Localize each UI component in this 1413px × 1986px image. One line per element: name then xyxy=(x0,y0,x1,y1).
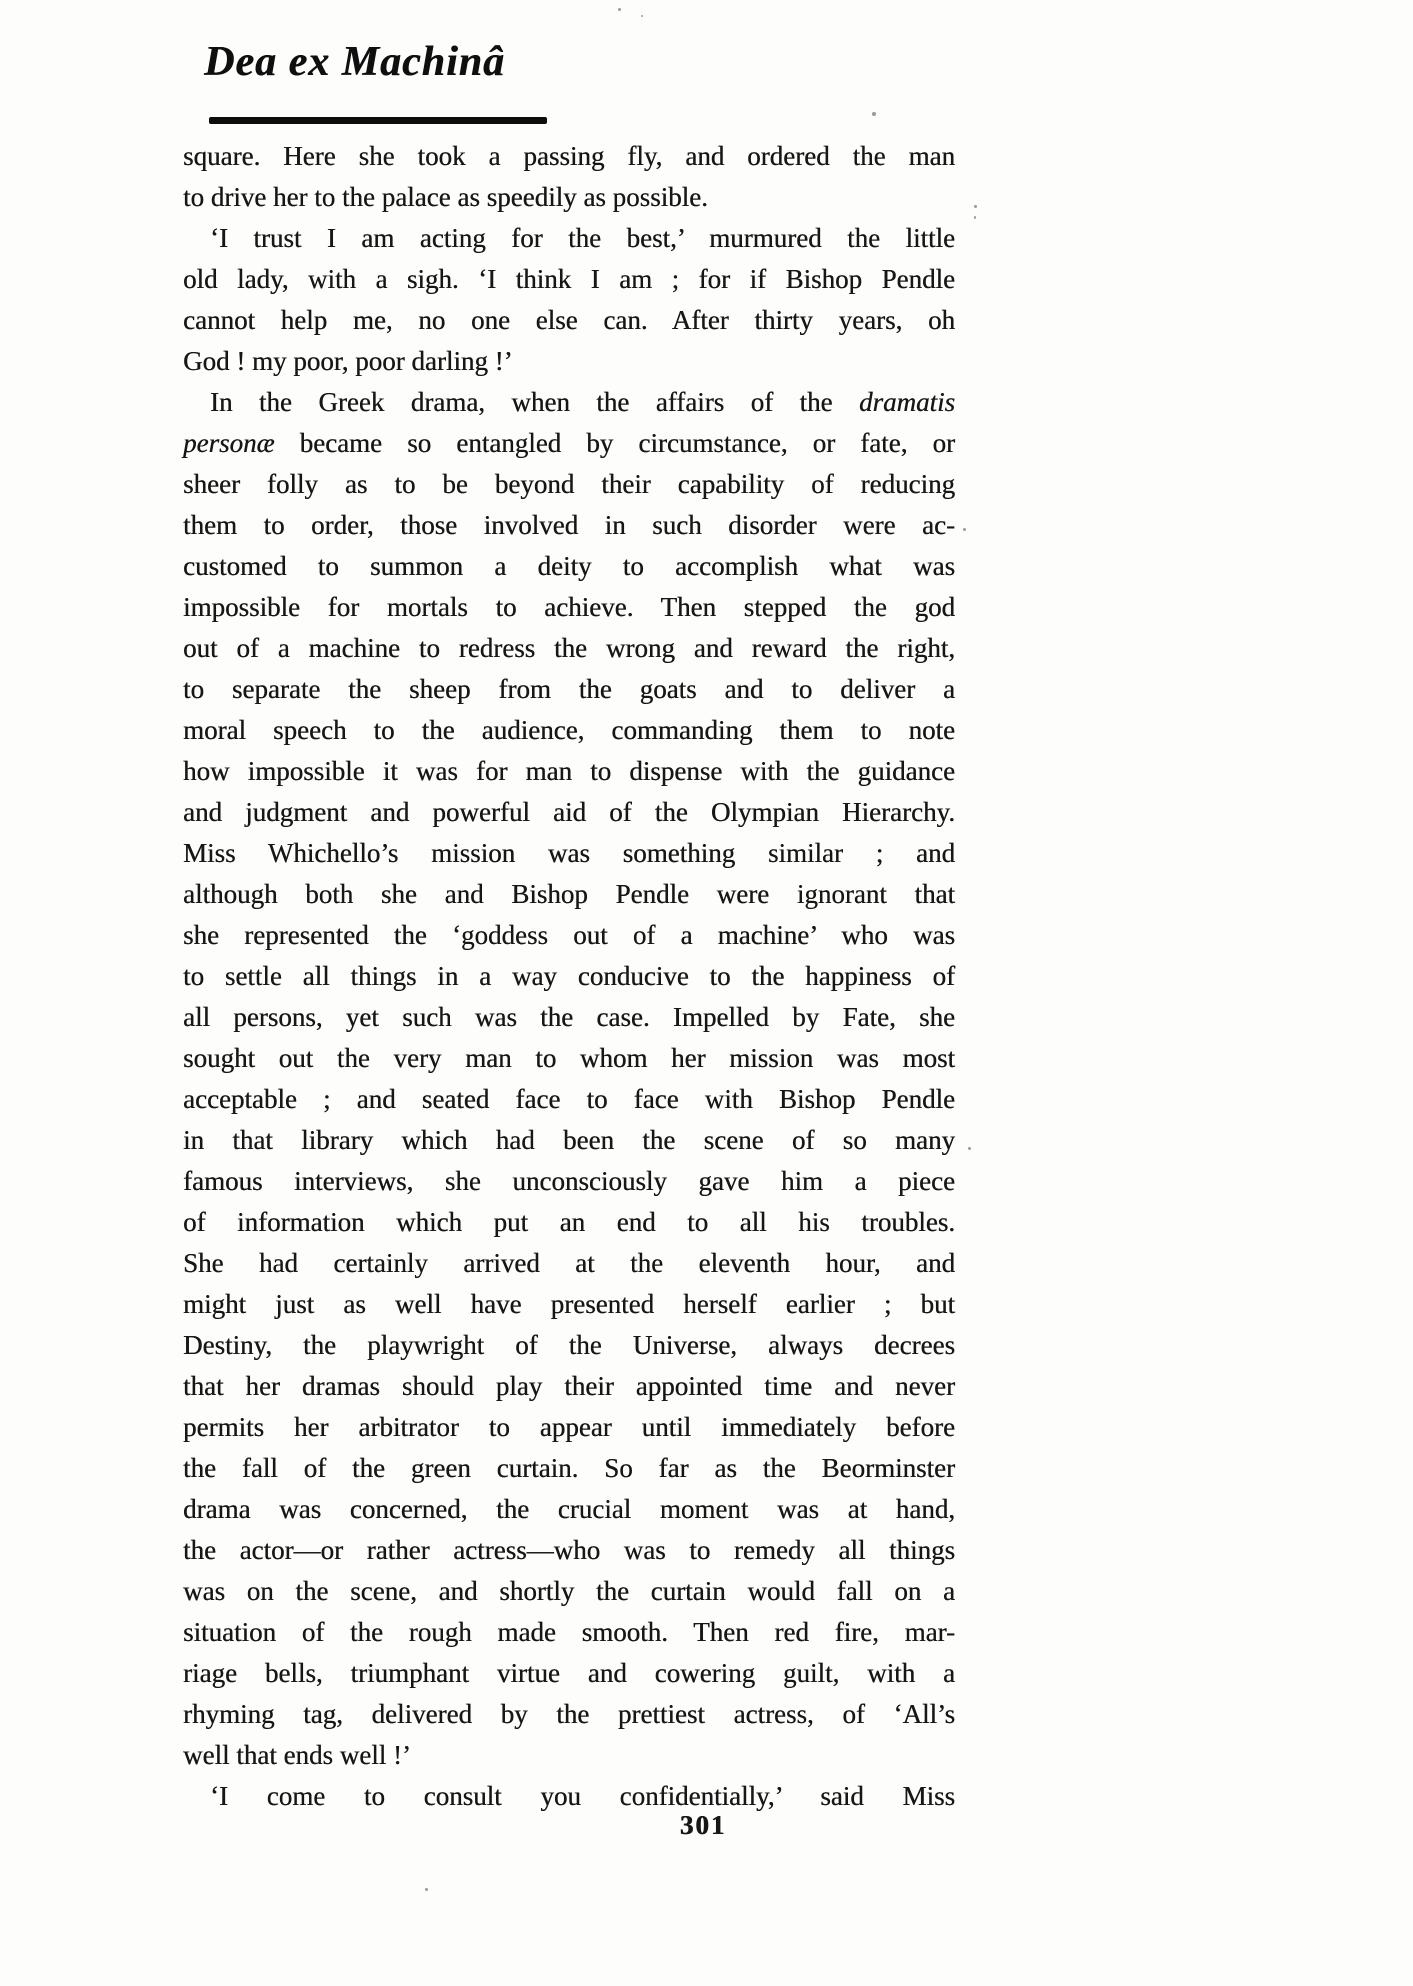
body-text: customed to summon a deity to accomplish what was xyxy=(183,551,955,581)
text-line xyxy=(183,1653,955,1694)
text-line xyxy=(183,546,955,587)
body-text: riage bells, triumphant virtue and cowering guilt, with a xyxy=(183,1658,955,1688)
body-text: of information which put an end to all his troubles. xyxy=(183,1207,955,1237)
body-text: Miss Whichello’s mission was something similar ; and xyxy=(183,838,955,868)
text-line xyxy=(183,833,955,874)
text-line xyxy=(183,1161,955,1202)
body-text: moral speech to the audience, commanding them to note xyxy=(183,715,955,745)
scan-speck xyxy=(974,205,977,208)
text-line xyxy=(183,505,955,546)
scan-speck xyxy=(968,1147,971,1150)
text-line xyxy=(183,1366,955,1407)
text-line xyxy=(183,628,955,669)
body-text: acceptable ; and seated face to face with Bishop Pendle xyxy=(183,1084,955,1114)
body-text: rhyming tag, delivered by the prettiest actress, of ‘All’s xyxy=(183,1699,955,1729)
text-line xyxy=(183,218,955,259)
text-line xyxy=(183,382,955,423)
body-text: that her dramas should play their appointed time and never xyxy=(183,1371,955,1401)
page-number: 301 xyxy=(679,1810,727,1840)
body-text: and judgment and powerful aid of the Olympian Hierarchy. xyxy=(183,797,955,827)
body-text: might just as well have presented herself earlier ; but xyxy=(183,1289,955,1319)
body-text: In the Greek drama, when the affairs of the xyxy=(210,387,859,417)
text-line xyxy=(183,669,955,710)
scan-speck xyxy=(963,528,966,531)
scan-speck xyxy=(425,1888,428,1891)
body-text: out of a machine to redress the wrong and reward the right, xyxy=(183,633,955,663)
body-text: in that library which had been the scene of so many xyxy=(183,1125,955,1155)
text-line xyxy=(183,1079,955,1120)
body-text: She had certainly arrived at the eleventh hour, and xyxy=(183,1248,955,1278)
text-line xyxy=(183,1735,955,1776)
body-text: to separate the sheep from the goats and to deliver a xyxy=(183,674,955,704)
scan-speck xyxy=(641,15,643,17)
body-text: to drive her to the palace as speedily as possible. xyxy=(183,182,708,212)
body-text: sheer folly as to be beyond their capability of reducing xyxy=(183,469,955,499)
body-text: cannot help me, no one else can. After thirty years, oh xyxy=(183,305,955,335)
text-block xyxy=(183,136,955,1817)
text-line xyxy=(183,1325,955,1366)
text-line xyxy=(183,915,955,956)
body-text: although both she and Bishop Pendle were ignorant that xyxy=(183,879,955,909)
title-underline xyxy=(209,117,547,124)
text-line xyxy=(183,587,955,628)
chapter-title: Dea ex Machinâ xyxy=(204,39,505,85)
body-text: drama was concerned, the crucial moment was at hand, xyxy=(183,1494,955,1524)
text-line xyxy=(183,1038,955,1079)
body-text: the actor—or rather actress—who was to remedy all things xyxy=(183,1535,955,1565)
text-line xyxy=(183,710,955,751)
body-text: was on the scene, and shortly the curtain would fall on a xyxy=(183,1576,955,1606)
text-line xyxy=(183,1202,955,1243)
text-line xyxy=(183,1243,955,1284)
body-text: God ! my poor, poor darling !’ xyxy=(183,346,513,376)
text-line xyxy=(183,423,955,464)
body-text: square. Here she took a passing fly, and ordered the man xyxy=(183,141,955,171)
body-text: to settle all things in a way conducive to the happiness of xyxy=(183,961,955,991)
body-text: situation of the rough made smooth. Then red fire, mar- xyxy=(183,1617,955,1647)
text-line xyxy=(183,259,955,300)
text-line xyxy=(183,956,955,997)
body-text: old lady, with a sigh. ‘I think I am ; for if Bishop Pendle xyxy=(183,264,955,294)
text-line xyxy=(183,1694,955,1735)
body-text: sought out the very man to whom her mission was most xyxy=(183,1043,955,1073)
text-line xyxy=(183,1612,955,1653)
body-text: them to order, those involved in such disorder were ac- xyxy=(183,510,955,540)
body-text: well that ends well !’ xyxy=(183,1740,411,1770)
body-text: became so entangled by circumstance, or fate, or xyxy=(274,428,955,458)
body-text: famous interviews, she unconsciously gave him a piece xyxy=(183,1166,955,1196)
scan-speck xyxy=(618,8,621,11)
text-line xyxy=(183,464,955,505)
body-text: she represented the ‘goddess out of a machine’ who was xyxy=(183,920,955,950)
text-line xyxy=(183,1530,955,1571)
body-text: Destiny, the playwright of the Universe, always decrees xyxy=(183,1330,955,1360)
text-line xyxy=(183,1120,955,1161)
text-line xyxy=(183,341,955,382)
body-text: the fall of the green curtain. So far as the Beorminster xyxy=(183,1453,955,1483)
text-line xyxy=(183,874,955,915)
text-line xyxy=(183,1776,955,1817)
text-line xyxy=(183,1571,955,1612)
text-line xyxy=(183,300,955,341)
text-line xyxy=(183,751,955,792)
body-text: ‘I trust I am acting for the best,’ murmured the little xyxy=(210,223,955,253)
text-line xyxy=(183,1448,955,1489)
scan-speck xyxy=(974,216,976,219)
body-text: impossible for mortals to achieve. Then stepped the god xyxy=(183,592,955,622)
text-line xyxy=(183,1407,955,1448)
text-line xyxy=(183,997,955,1038)
text-line xyxy=(183,177,955,218)
text-line xyxy=(183,1489,955,1530)
body-text: how impossible it was for man to dispense with the guidance xyxy=(183,756,955,786)
text-line xyxy=(183,1284,955,1325)
text-line xyxy=(183,792,955,833)
text-line xyxy=(183,136,955,177)
body-text: permits her arbitrator to appear until immediately before xyxy=(183,1412,955,1442)
italic-text: dramatis xyxy=(858,387,955,417)
body-text: all persons, yet such was the case. Impelled by Fate, she xyxy=(183,1002,955,1032)
body-text: ‘I come to consult you confidentially,’ said Miss xyxy=(210,1781,955,1811)
scan-speck xyxy=(872,112,876,116)
italic-text: personæ xyxy=(183,428,275,458)
